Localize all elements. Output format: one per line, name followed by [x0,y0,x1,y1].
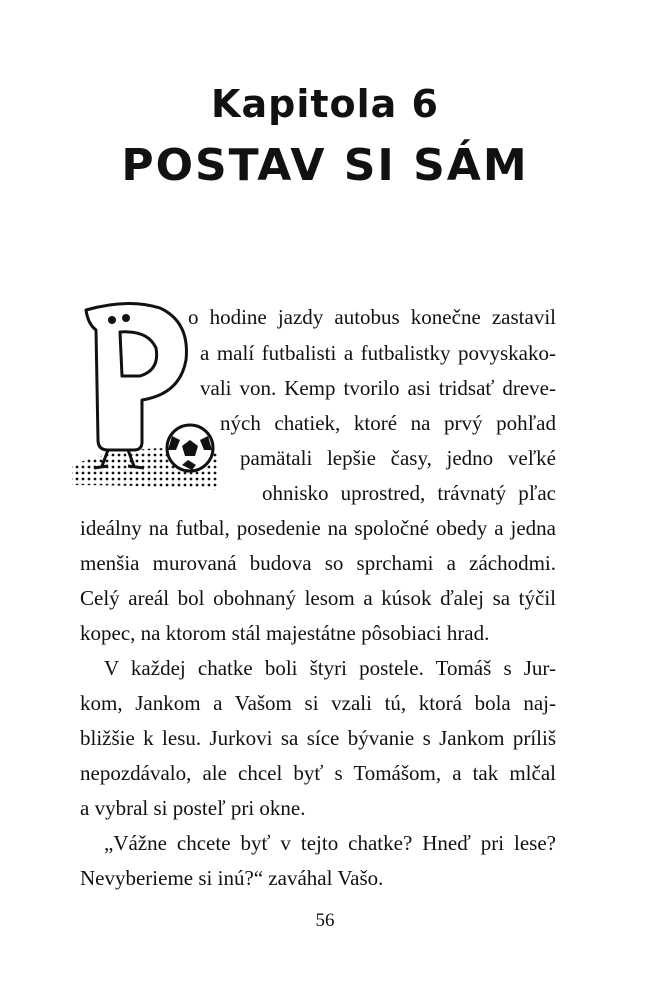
body-line: bližšie k lesu. Jurkovi sa síce bývanie s Jankom príliš [80,726,556,750]
body-line: ohnisko uprostred, trávnatý pľac [262,481,556,505]
body-line: o hodine jazdy autobus konečne zastavil [188,305,556,329]
body-line: V každej chatke boli štyri postele. Tomáš s Jur- [104,656,556,680]
page-number: 56 [315,910,335,931]
body-line: a malí futbalisti a futbalistky povyskako- [200,341,556,365]
body-line: Nevyberieme si inú?“ zaváhal Vašo. [80,866,384,890]
body-line: a vybral si posteľ pri okne. [80,796,306,820]
body-line: Celý areál bol obohnaný lesom a kúsok ďalej sa týčil [80,586,556,610]
body-line: kom, Jankom a Vašom si vzali tú, ktorá bola naj- [80,691,556,715]
body-line: ných chatiek, ktoré na prvý pohľad [220,411,556,435]
chapter-label: Kapitola 6 [211,82,439,126]
body-line: „Vážne chcete byť v tejto chatke? Hneď pri lese? [104,831,556,855]
body-line: nepozdávalo, ale chcel byť s Tomášom, a tak mlčal [80,761,556,785]
body-line: ideálny na futbal, posedenie na spoločné obedy a jedna [80,516,556,540]
body-line: menšia murovaná budova so sprchami a záchodmi. [80,551,556,575]
body-line: kopec, na ktorom stál majestátne pôsobiaci hrad. [80,621,490,645]
soccer-ball-icon [167,425,213,471]
body-line: vali von. Kemp tvorilo asi tridsať dreve- [200,376,556,400]
chapter-title: POSTAV SI SÁM [121,140,529,191]
body-line: pamätali lepšie časy, jedno veľké [240,446,556,470]
